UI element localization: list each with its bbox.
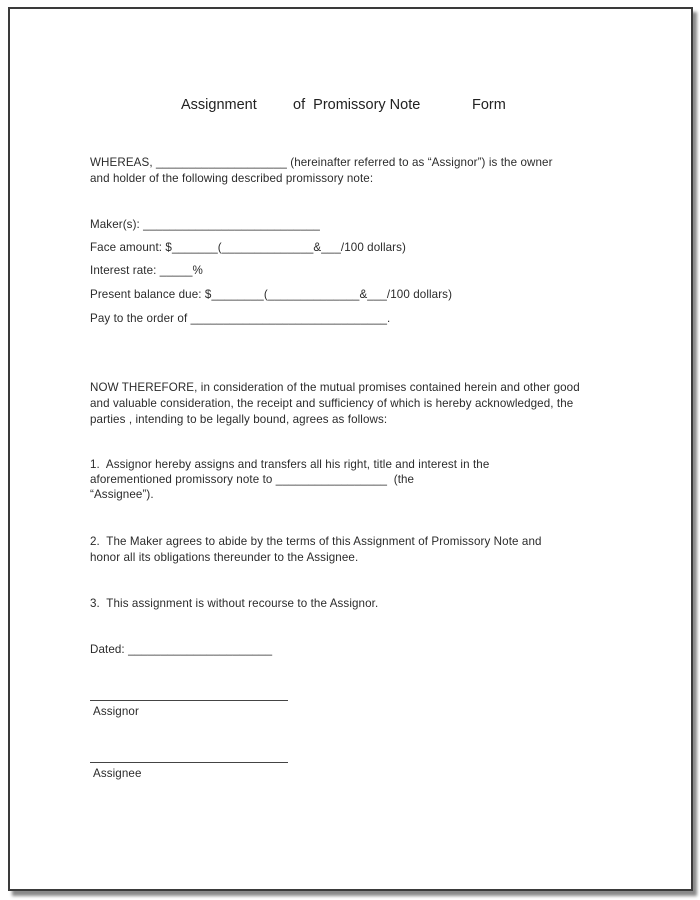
clause-2-line-2: honor all its obligations thereunder to the Assignee. bbox=[90, 551, 359, 564]
assignee-signature-line bbox=[90, 762, 288, 763]
dated-field: Dated: ______________________ bbox=[90, 643, 273, 656]
present-balance-field: Present balance due: $________(______________&___/100 dollars) bbox=[90, 288, 453, 301]
now-therefore-line-3: parties , intending to be legally bound, agrees as follows: bbox=[90, 413, 388, 426]
now-therefore-line-1: NOW THEREFORE, in consideration of the mutual promises contained herein and other good bbox=[90, 381, 580, 394]
clause-2-line-1: 2. The Maker agrees to abide by the terms of this Assignment of Promissory Note and bbox=[90, 535, 542, 548]
title-part-assignment: Assignment bbox=[181, 97, 257, 113]
whereas-line-1: WHEREAS, ____________________ (hereinafter referred to as “Assignor”) is the owner bbox=[90, 156, 553, 169]
document-page bbox=[8, 7, 693, 891]
clause-1-line-3: “Assignee”). bbox=[90, 488, 154, 501]
face-amount-field: Face amount: $_______(______________&___/100 dollars) bbox=[90, 241, 406, 254]
title-part-form: Form bbox=[472, 97, 506, 113]
clause-1-line-1: 1. Assignor hereby assigns and transfers all his right, title and interest in the bbox=[90, 458, 490, 471]
assignor-label: Assignor bbox=[93, 705, 139, 718]
whereas-line-2: and holder of the following described promissory note: bbox=[90, 172, 374, 185]
clause-3-line-1: 3. This assignment is without recourse to the Assignor. bbox=[90, 597, 379, 610]
clause-1-line-2: aforementioned promissory note to _________________ (the bbox=[90, 473, 415, 486]
assignor-signature-line bbox=[90, 700, 288, 701]
makers-field: Maker(s): ___________________________ bbox=[90, 218, 320, 231]
interest-rate-field: Interest rate: _____% bbox=[90, 264, 203, 277]
pay-to-order-field: Pay to the order of ______________________________. bbox=[90, 312, 391, 325]
assignee-label: Assignee bbox=[93, 767, 142, 780]
title-part-promissory-note: of Promissory Note bbox=[293, 97, 421, 113]
now-therefore-line-2: and valuable consideration, the receipt and sufficiency of which is hereby acknowledged, the bbox=[90, 397, 574, 410]
